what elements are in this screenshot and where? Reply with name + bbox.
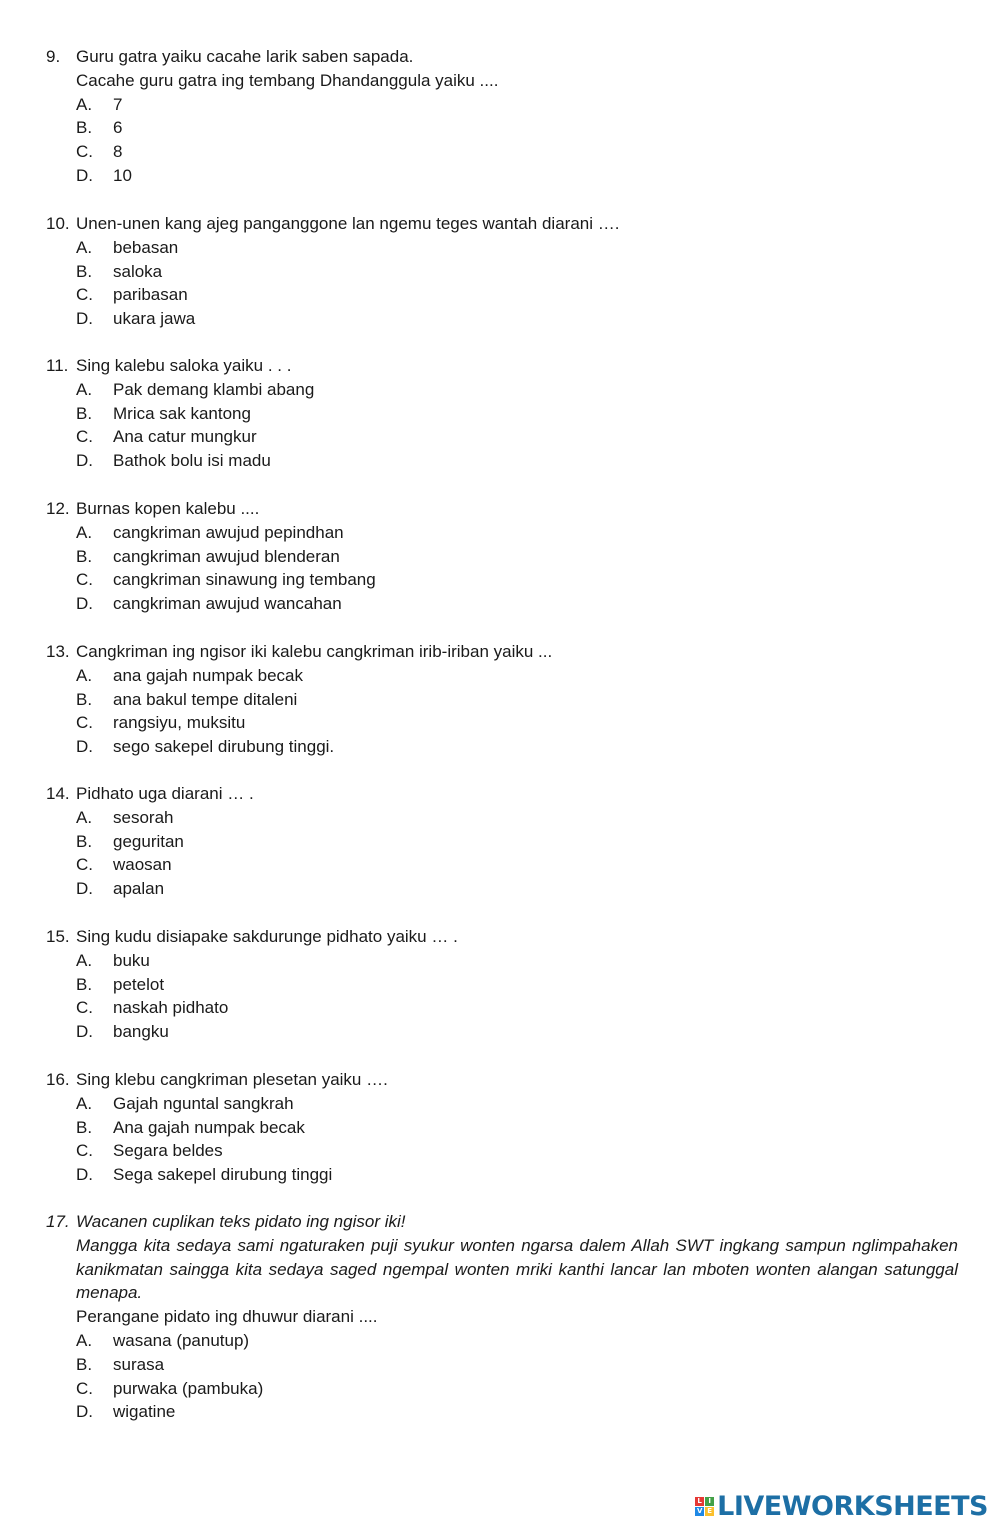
option-b[interactable] xyxy=(46,402,958,426)
option-letter: D. xyxy=(76,1022,93,1042)
option-c[interactable] xyxy=(46,1377,958,1401)
logo-tile: V xyxy=(696,1506,703,1515)
question-text: Sing kalebu saloka yaiku . . . xyxy=(76,356,292,375)
question-number: 11. xyxy=(46,356,69,375)
option-text: ukara jawa xyxy=(113,309,196,329)
question-number: 16. xyxy=(46,1070,70,1089)
option-b[interactable] xyxy=(46,830,958,854)
option-letter: A. xyxy=(76,379,93,399)
option-c[interactable] xyxy=(46,140,958,164)
option-text: Ana gajah numpak becak xyxy=(113,1117,305,1137)
option-letter: A. xyxy=(76,237,93,257)
option-letter: C. xyxy=(76,713,93,733)
question-text: Cangkriman ing ngisor iki kalebu cangkriman irib-iriban yaiku ... xyxy=(76,642,553,661)
option-b[interactable] xyxy=(46,260,958,284)
option-letter: D. xyxy=(76,451,93,471)
question-number: 15. xyxy=(46,927,70,946)
option-text: sesorah xyxy=(113,807,174,827)
option-c[interactable] xyxy=(46,283,958,307)
question-number: 14. xyxy=(46,784,70,803)
question-16 xyxy=(46,1068,958,1187)
option-letter: C. xyxy=(76,855,93,875)
option-letter: C. xyxy=(76,427,93,447)
reading-passage: Mangga kita sedaya sami ngaturaken puji syukur wonten ngarsa dalem Allah SWT ingkang sampun nglimpahaken kanikmatan saingga kita sedaya saged ngempal wonten mriki kanthi lancar lan mboten wonten alangan satunggal menapa. xyxy=(76,1235,958,1303)
option-letter: A. xyxy=(76,950,93,970)
option-c[interactable] xyxy=(46,1139,958,1163)
option-b[interactable] xyxy=(46,545,958,569)
option-letter: D. xyxy=(76,1165,93,1185)
option-a[interactable] xyxy=(46,236,958,260)
option-text: naskah pidhato xyxy=(113,998,229,1018)
logo-tile: I xyxy=(705,1497,714,1506)
option-text: saloka xyxy=(113,261,163,281)
question-number: 17. xyxy=(46,1212,70,1231)
option-d[interactable] xyxy=(46,592,958,616)
question-number: 9. xyxy=(46,47,61,66)
option-letter: B. xyxy=(76,546,93,566)
option-text: rangsiyu, muksitu xyxy=(113,713,246,733)
question-text: Sing klebu cangkriman plesetan yaiku …. xyxy=(76,1070,388,1089)
option-c[interactable] xyxy=(46,711,958,735)
question-13 xyxy=(46,640,958,759)
option-text: cangkriman awujud pepindhan xyxy=(113,522,344,542)
option-a[interactable] xyxy=(46,1329,958,1353)
option-c[interactable] xyxy=(46,853,958,877)
option-b[interactable] xyxy=(46,973,958,997)
option-letter: B. xyxy=(76,261,93,281)
option-letter: B. xyxy=(76,403,93,423)
option-text: surasa xyxy=(113,1354,165,1374)
option-b[interactable] xyxy=(46,1116,958,1140)
option-a[interactable] xyxy=(46,949,958,973)
option-text: Gajah nguntal sangkrah xyxy=(113,1093,294,1113)
option-letter: C. xyxy=(76,1141,93,1161)
option-text: Mrica sak kantong xyxy=(113,403,251,423)
question-text: Pidhato uga diarani … . xyxy=(76,784,254,803)
option-letter: A. xyxy=(76,1093,93,1113)
option-c[interactable] xyxy=(46,568,958,592)
option-d[interactable] xyxy=(46,1163,958,1187)
option-letter: D. xyxy=(76,165,93,185)
option-d[interactable] xyxy=(46,449,958,473)
option-text: apalan xyxy=(113,879,165,899)
question-number: 10. xyxy=(46,214,70,233)
option-d[interactable] xyxy=(46,877,958,901)
question-instruction: Wacanen cuplikan teks pidato ing ngisor iki! xyxy=(76,1212,406,1231)
question-12 xyxy=(46,497,958,616)
option-text: purwaka (pambuka) xyxy=(113,1378,264,1398)
option-letter: C. xyxy=(76,570,93,590)
option-text: Pak demang klambi abang xyxy=(113,379,315,399)
option-a[interactable] xyxy=(46,806,958,830)
question-number: 13. xyxy=(46,642,70,661)
option-letter: C. xyxy=(76,998,93,1018)
question-prompt: Perangane pidato ing dhuwur diarani .... xyxy=(76,1307,378,1327)
option-letter: A. xyxy=(76,522,93,542)
liveworksheets-logo[interactable] xyxy=(695,1486,988,1526)
option-text: ana bakul tempe ditaleni xyxy=(113,689,298,709)
question-10 xyxy=(46,212,958,331)
question-text: Cacahe guru gatra ing tembang Dhandanggula yaiku .... xyxy=(76,70,499,90)
option-text: paribasan xyxy=(113,285,188,305)
option-text: geguritan xyxy=(113,831,184,851)
option-a[interactable] xyxy=(46,378,958,402)
logo-text: LIVEWORKSHEETS xyxy=(717,1490,988,1522)
option-text: 10 xyxy=(113,165,132,185)
option-c[interactable] xyxy=(46,425,958,449)
option-text: 6 xyxy=(113,118,123,138)
question-15 xyxy=(46,925,958,1044)
question-text: Guru gatra yaiku cacahe larik saben sapada. xyxy=(76,47,414,66)
option-text: cangkriman sinawung ing tembang xyxy=(113,570,376,590)
logo-tile: E xyxy=(705,1507,714,1516)
question-9 xyxy=(46,45,958,188)
option-text: ana gajah numpak becak xyxy=(113,665,303,685)
option-text: wasana (panutup) xyxy=(113,1330,250,1350)
option-d[interactable] xyxy=(46,1400,958,1424)
option-text: cangkriman awujud wancahan xyxy=(113,594,342,614)
option-text: Ana catur mungkur xyxy=(113,427,257,447)
option-text: 7 xyxy=(113,94,123,114)
option-letter: D. xyxy=(76,594,93,614)
option-a[interactable] xyxy=(46,664,958,688)
option-letter: B. xyxy=(76,118,93,138)
option-text: Segara beldes xyxy=(113,1141,223,1161)
option-a[interactable] xyxy=(46,93,958,117)
option-text: bangku xyxy=(113,1022,169,1042)
option-text: wigatine xyxy=(113,1402,176,1422)
option-text: buku xyxy=(113,950,150,970)
option-d[interactable] xyxy=(46,735,958,759)
option-a[interactable] xyxy=(46,1092,958,1116)
question-11 xyxy=(46,354,958,473)
option-letter: D. xyxy=(76,879,93,899)
option-a[interactable] xyxy=(46,521,958,545)
option-c[interactable] xyxy=(46,996,958,1020)
option-letter: C. xyxy=(76,142,93,162)
logo-tiles-icon xyxy=(695,1497,714,1516)
option-d[interactable] xyxy=(46,1020,958,1044)
option-text: bebasan xyxy=(113,237,179,257)
option-letter: D. xyxy=(76,1402,93,1422)
question-text: Sing kudu disiapake sakdurunge pidhato yaiku … . xyxy=(76,927,458,946)
option-letter: A. xyxy=(76,665,93,685)
question-text: Unen-unen kang ajeg panganggone lan ngemu teges wantah diarani …. xyxy=(76,214,620,233)
option-d[interactable] xyxy=(46,164,958,188)
question-number: 12. xyxy=(46,499,70,518)
option-b[interactable] xyxy=(46,116,958,140)
option-letter: A. xyxy=(76,1330,93,1350)
question-14 xyxy=(46,782,958,901)
option-text: petelot xyxy=(113,974,165,994)
option-text: cangkriman awujud blenderan xyxy=(113,546,340,566)
option-b[interactable] xyxy=(46,688,958,712)
option-letter: B. xyxy=(76,974,93,994)
option-letter: C. xyxy=(76,1378,93,1398)
question-17 xyxy=(46,1210,958,1424)
option-text: Sega sakepel dirubung tinggi xyxy=(113,1165,333,1185)
option-d[interactable] xyxy=(46,307,958,331)
option-text: 8 xyxy=(113,142,123,162)
option-text: waosan xyxy=(113,855,172,875)
option-letter: D. xyxy=(76,309,93,329)
option-letter: B. xyxy=(76,1117,93,1137)
option-letter: A. xyxy=(76,807,93,827)
option-letter: C. xyxy=(76,285,93,305)
option-b[interactable] xyxy=(46,1353,958,1377)
option-letter: A. xyxy=(76,94,93,114)
logo-tile: L xyxy=(695,1497,704,1506)
option-letter: B. xyxy=(76,1354,93,1374)
option-letter: B. xyxy=(76,689,93,709)
option-letter: B. xyxy=(76,831,93,851)
option-letter: D. xyxy=(76,737,93,757)
option-text: Bathok bolu isi madu xyxy=(113,451,271,471)
question-text: Burnas kopen kalebu .... xyxy=(76,499,260,518)
option-text: sego sakepel dirubung tinggi. xyxy=(113,737,335,757)
